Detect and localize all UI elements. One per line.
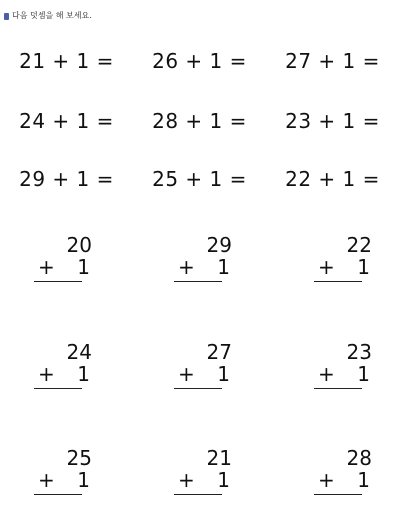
horizontal-problem: 28 + 1 = [152, 109, 247, 133]
top-number: 28 [346, 446, 372, 470]
horizontal-problem: 25 + 1 = [152, 167, 247, 191]
top-number: 24 [66, 340, 92, 364]
horizontal-row-3 [0, 167, 400, 191]
plus-sign: + [318, 255, 335, 279]
addend: 1 [77, 255, 90, 279]
plus-sign: + [38, 255, 55, 279]
horizontal-row-1 [0, 49, 400, 73]
vertical-problem [172, 234, 242, 282]
bookmark-icon [4, 13, 9, 20]
horizontal-problem: 24 + 1 = [19, 109, 114, 133]
addend: 1 [217, 255, 230, 279]
top-number: 27 [206, 340, 232, 364]
sum-line [174, 494, 222, 495]
instruction-text: 다음 덧셈을 해 보세요. [12, 11, 92, 20]
sum-line [314, 388, 362, 389]
sum-line [174, 281, 222, 282]
addend: 1 [357, 468, 370, 492]
horizontal-problem: 26 + 1 = [152, 49, 247, 73]
addend: 1 [357, 255, 370, 279]
plus-sign: + [318, 468, 335, 492]
plus-sign: + [318, 362, 335, 386]
vertical-problem [172, 341, 242, 389]
plus-sign: + [178, 468, 195, 492]
plus-sign: + [38, 468, 55, 492]
vertical-problem [312, 341, 382, 389]
sum-line [34, 388, 82, 389]
instruction [4, 11, 92, 21]
sum-line [174, 388, 222, 389]
top-number: 22 [346, 233, 372, 257]
horizontal-problem: 27 + 1 = [285, 49, 380, 73]
plus-sign: + [178, 255, 195, 279]
horizontal-problem: 23 + 1 = [285, 109, 380, 133]
addend: 1 [357, 362, 370, 386]
top-number: 29 [206, 233, 232, 257]
vertical-problem [312, 234, 382, 282]
horizontal-problem: 29 + 1 = [19, 167, 114, 191]
vertical-problem [312, 447, 382, 495]
top-number: 21 [206, 446, 232, 470]
plus-sign: + [38, 362, 55, 386]
vertical-problem [32, 234, 102, 282]
horizontal-problem: 21 + 1 = [19, 49, 114, 73]
vertical-problem [32, 341, 102, 389]
vertical-problem [32, 447, 102, 495]
addend: 1 [77, 362, 90, 386]
horizontal-row-2 [0, 109, 400, 133]
addend: 1 [217, 362, 230, 386]
horizontal-problem: 22 + 1 = [285, 167, 380, 191]
addend: 1 [77, 468, 90, 492]
addend: 1 [217, 468, 230, 492]
top-number: 23 [346, 340, 372, 364]
top-number: 25 [66, 446, 92, 470]
top-number: 20 [66, 233, 92, 257]
sum-line [314, 281, 362, 282]
sum-line [34, 281, 82, 282]
plus-sign: + [178, 362, 195, 386]
sum-line [34, 494, 82, 495]
vertical-problem [172, 447, 242, 495]
sum-line [314, 494, 362, 495]
